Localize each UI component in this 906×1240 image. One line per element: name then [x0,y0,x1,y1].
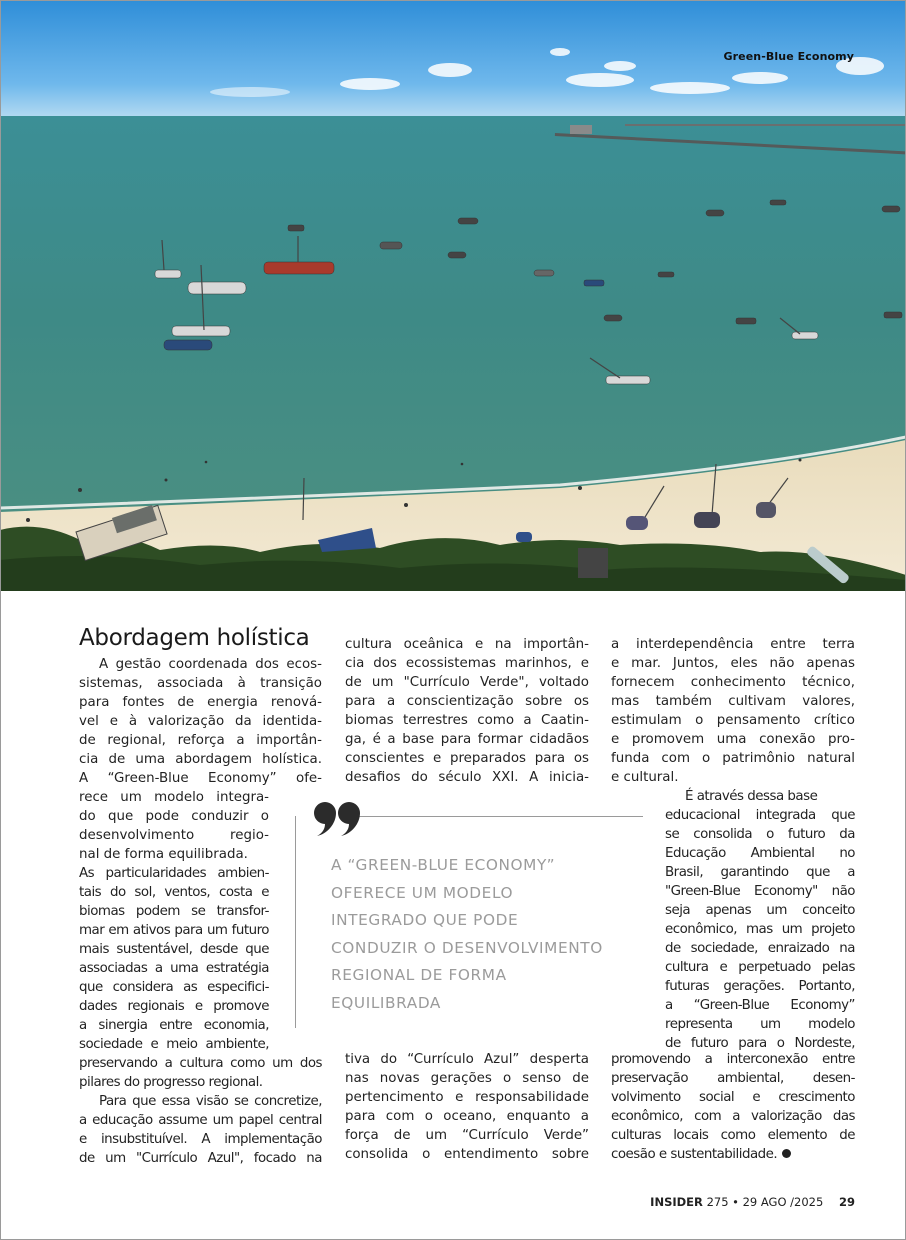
text-line: pilares do progresso regional. [79,1075,263,1090]
column-3-top [611,635,855,787]
text-line: Educação Ambiental no [665,846,855,861]
text-line: a “Green-Blue Economy” [665,998,855,1013]
text-line: e cultural. [611,770,679,785]
text-line: ga, é a base para formar cidadãos [345,732,589,747]
text-line: tiva do “Currículo Azul” desperta [345,1052,589,1067]
text-line: cultura e perpetuado pelas [665,960,855,975]
text-line: promovendo a interconexão entre [611,1052,855,1067]
text-line: cultura oceânica e na importân- [345,637,589,652]
text-line: a interdependência entre terra [611,637,855,652]
text-line: a sinergia entre economia, [79,1018,269,1033]
text-line: A gestão coordenada dos ecos- [99,657,322,672]
text-line: associadas a uma estratégia [79,961,269,976]
text-line: e promovem uma conexão pro- [611,732,855,747]
text-line: de futuro para o Nordeste, [665,1036,855,1051]
text-line: econômico, com a valorização das [611,1109,855,1124]
beach-photo [0,0,906,591]
text-line: biomas terrestres como a Caatin- [345,713,589,728]
text-line: culturas locais como elemento de [611,1128,855,1143]
text-line: se consolida o futuro da [665,827,855,842]
column-1-wrap [79,788,269,864]
text-line-final: coesão e sustentabilidade. [611,1147,778,1162]
text-line: Para que essa visão se concretize, [99,1094,322,1109]
text-line: estimulam o pensamento crítico [611,713,855,728]
text-line: para com o oceano, enquanto a [345,1109,589,1124]
text-line [611,1145,855,1164]
text-line: preservação ambiental, desen- [611,1071,855,1086]
text-line: desenvolvimento regio- [79,828,269,843]
issue-info: 275 • 29 AGO /2025 [706,1195,824,1209]
pull-quote-line: OFERECE UM MODELO [331,883,514,902]
pull-quote-top-rule [359,816,643,817]
text-line: nal de forma equilibrada. [79,847,248,862]
text-line: consolida o entendimento sobre [345,1147,589,1162]
pull-quote-line: REGIONAL DE FORMA [331,966,507,984]
text-line: dades regionais e promove [79,999,269,1014]
text-line: fornecem conhecimento técnico, [611,675,855,690]
text-line: de regional, reforça a importân- [79,733,322,748]
text-line: cia de uma abordagem holística. [79,752,322,767]
text-line: a educação assume um papel central [79,1113,322,1128]
section-tag: Green-Blue Economy [723,50,854,63]
page-number: 29 [838,1195,855,1209]
text-line: sistemas, associada à transição [79,676,322,691]
pull-quote-line: A “GREEN-BLUE ECONOMY” [331,856,556,874]
end-of-article-icon [782,1149,791,1158]
column-2-bottom [345,1050,589,1164]
column-3-bottom [611,1050,855,1164]
text-line: para a conscientização sobre os [345,694,589,709]
column-1-bottom [79,1054,322,1168]
text-line: representa um modelo [665,1017,855,1032]
text-line: de sociedade, enraizado na [665,941,855,956]
text-line: conscientes e preparados para os [345,751,589,766]
text-line: educacional integrada que [665,808,855,823]
text-line: preservando a cultura como um dos [79,1056,322,1071]
text-line: para fontes de energia renová- [79,695,322,710]
text-line: desafios do século XXI. A inicia- [345,770,589,785]
text-line: "Green-Blue Economy" não [665,884,855,899]
text-line: tais do sol, ventos, costa e [79,885,269,900]
text-line: mar em ativos para um futuro [79,923,269,938]
column-1-narrow [79,864,269,1054]
column-1-top [79,655,322,788]
text-line: sociedade e meio ambiente, [79,1037,269,1052]
text-line: mas também cultivam valores, [611,694,855,709]
text-line: econômico, mas um projeto [665,922,855,937]
text-line: futuras gerações. Portanto, [665,979,855,994]
column-2-top [345,635,589,787]
text-line: As particularidades ambien- [79,866,269,881]
text-line: biomas podem se transfor- [79,904,269,919]
text-line: de um "Currículo Verde", voltado [345,675,589,690]
text-line: que considera as especifici- [79,980,269,995]
text-line: e insubstituível. A implementação [79,1132,322,1147]
text-line: A “Green-Blue Economy” ofe- [79,771,322,786]
text-line: volvimento social e crescimento [611,1090,855,1105]
article-heading: Abordagem holística [79,625,310,651]
text-line: rece um modelo integra- [79,790,269,805]
pull-quote [295,816,643,1028]
text-line: do que pode conduzir o [79,809,269,824]
quote-mark-icon [313,802,361,836]
text-line: É através dessa base [685,789,818,804]
text-line: de um "Currículo Azul", focado na [79,1151,322,1166]
text-line: mais sustentável, desde que [79,942,269,957]
text-line: vel e à valorização da identida- [79,714,322,729]
text-line: Brasil, garantindo que a [665,865,855,880]
text-line: e mar. Juntos, eles não apenas [611,656,855,671]
text-line: cia dos ecossistemas marinhos, e [345,656,589,671]
pull-quote-line: CONDUZIR O DESENVOLVIMENTO [331,938,603,957]
text-line: seja apenas um conceito [665,903,855,918]
page-footer [650,1195,855,1209]
pull-quote-line: INTEGRADO QUE PODE [331,911,519,929]
magazine-brand: INSIDER [650,1195,703,1209]
text-line: nas novas gerações o senso de [345,1071,589,1086]
column-3-wrap [665,787,855,1053]
text-line: força de um “Currículo Verde” [345,1128,589,1143]
text-line: funda com o patrimônio natural [611,751,855,766]
pull-quote-text [331,852,641,1017]
beach-photo-image [0,0,906,591]
pull-quote-line: EQUILIBRADA [331,993,441,1012]
pull-quote-left-rule [295,816,296,1028]
text-line: pertencimento e responsabilidade [345,1090,589,1105]
